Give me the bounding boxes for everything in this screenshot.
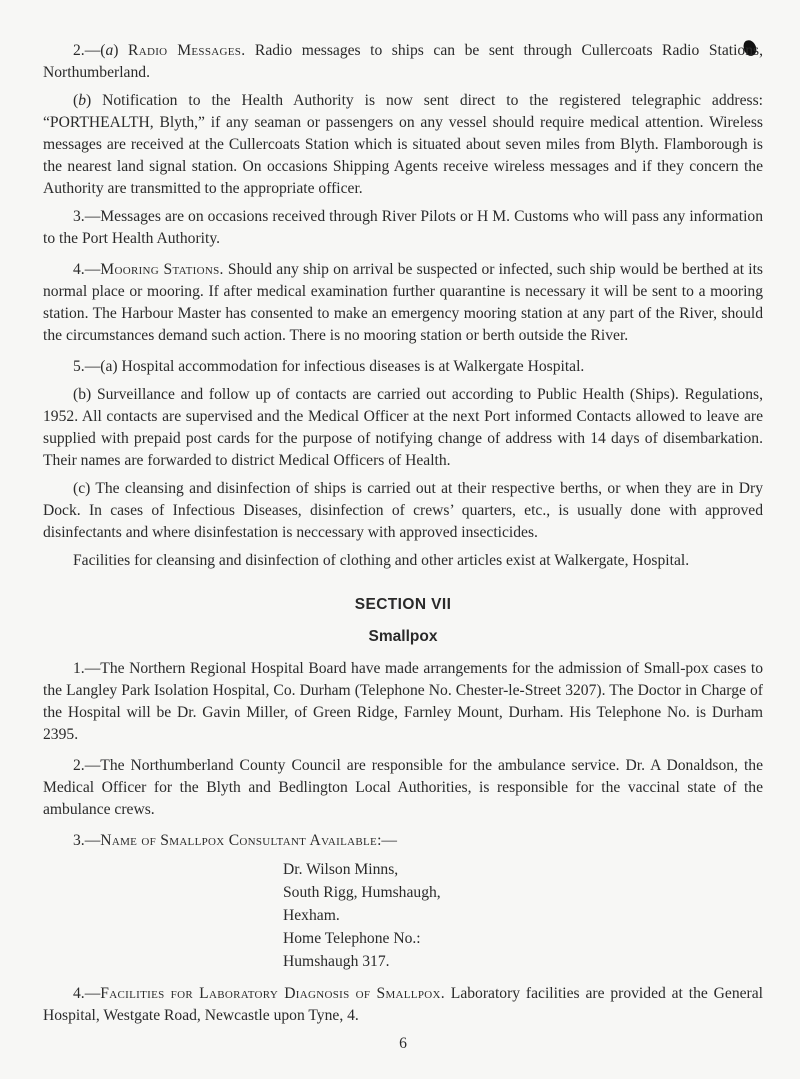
paragraph-text: Should any ship on arrival be suspected or infected, such ship would be berthed at its normal place or mooring. If after medical examination further quarantine is necessary it will be sent to a mooring station. The Harbour Master has consented to make an emergency mooring station at any part of the River, should the circumstances demand such action. There is no mooring station or berth outside the River. xyxy=(43,261,763,344)
paragraph-radio-messages xyxy=(43,40,763,84)
paragraph-heading: Radio Messages. xyxy=(128,42,246,59)
address-line: Humshaugh 317. xyxy=(283,953,390,970)
paragraph-notification xyxy=(43,90,763,200)
paragraph-text: Radio messages to ships can be sent through Cullercoats Radio Stations, Northumberland. xyxy=(43,42,763,81)
paragraph-hospital-accommodation xyxy=(43,356,763,378)
paragraph-pilots xyxy=(43,206,763,250)
punct: ) xyxy=(113,42,129,59)
punct: :— xyxy=(377,832,398,849)
section-title: SECTION VII xyxy=(354,596,452,613)
paragraph-regional-hospital xyxy=(43,658,763,746)
paragraph-heading: Name of Smallpox Consultant Available xyxy=(100,832,378,849)
section-subtitle: Smallpox xyxy=(368,628,438,645)
paragraph-text: Facilities for cleansing and disinfection of clothing and other articles exist at Walkergate, Hospital. xyxy=(73,552,690,569)
para-number: 4.— xyxy=(73,985,101,1002)
paragraph-surveillance xyxy=(43,384,763,472)
paragraph-heading: Facilities for Laboratory Diagnosis of Smallpox. xyxy=(100,985,445,1002)
paragraph-mooring-stations xyxy=(43,259,763,347)
address-line: South Rigg, Humshaugh, xyxy=(283,884,441,901)
address-line: Hexham. xyxy=(283,907,340,924)
paragraph-ambulance xyxy=(43,755,763,821)
paragraph-consultant xyxy=(43,830,763,852)
sub-letter: b xyxy=(78,92,86,109)
paragraph-text: 3.—Messages are on occasions received through River Pilots or H M. Customs who will pass any information to the Port Health Authority. xyxy=(43,208,763,247)
sub-letter: a xyxy=(105,42,114,59)
paragraph-text: Laboratory facilities are provided at the General Hospital, Westgate Road, Newcastle upon Tyne, 4. xyxy=(43,985,763,1024)
address-line: Home Telephone No.: xyxy=(283,930,421,947)
address-line: Dr. Wilson Minns, xyxy=(283,861,399,878)
paragraph-laboratory xyxy=(43,983,763,1027)
paragraph-cleansing xyxy=(43,478,763,544)
paragraph-text: 1.—The Northern Regional Hospital Board have made arrangements for the admission of Small-pox cases to the Langley Park Isolation Hospital, Co. Durham (Telephone No. Chester-le-Street 3207). The Doctor in Charge of the Hospital will be Dr. Gavin Miller, of Green Ridge, Farnley Mount, Durham. His Telephone No. is Durham 2395. xyxy=(43,660,763,743)
para-number: 2.—( xyxy=(73,42,106,59)
paragraph-text: 5.—(a) Hospital accommodation for infectious diseases is at Walkergate Hospital. xyxy=(73,358,585,375)
paragraph-text: ) Notification to the Health Authority is now sent direct to the registered telegraphic address: “PORTHEALTH, Blyth,” if any seaman or passengers on any vessel should require medical attention. Wireless messages are received at the Cullercoats Station which is situated about seven miles from Blyth. Flamborough is the nearest land signal station. On occasions Shipping Agents receive wireless messages and if they concern the Authority are transmitted to the appropriate officer. xyxy=(43,92,763,197)
para-number: 3.— xyxy=(73,832,101,849)
punct: ( xyxy=(73,92,79,109)
paragraph-text: (b) Surveillance and follow up of contacts are carried out according to Public Health (Ships). Regulations, 1952. All contacts are supervised and the Medical Officer at the next Port informed Contacts allowed to leave are supplied with prepaid post cards for the purpose of notifying change of address with 14 days of disembarkation. Their names are forwarded to district Medical Officers of Health. xyxy=(43,386,763,469)
para-number: 4.— xyxy=(73,261,101,278)
paragraph-text: (c) The cleansing and disinfection of ships is carried out at their respective berths, or when they are in Dry Dock. In cases of Infectious Diseases, disinfection of crews’ quarters, etc., is usually done with approved disinfectants and where disinfestation is neccessary with approved insecticides. xyxy=(43,480,763,541)
page-number: 6 xyxy=(399,1035,407,1052)
document-page xyxy=(43,40,763,1055)
paragraph-facilities-clothing xyxy=(43,550,763,572)
consultant-address xyxy=(283,858,763,973)
paragraph-heading: Mooring Stations. xyxy=(100,261,224,278)
paragraph-text: 2.—The Northumberland County Council are responsible for the ambulance service. Dr. A Donaldson, the Medical Officer for the Blyth and Bedlington Local Authorities, is responsible for the vaccinal state of the ambulance crews. xyxy=(43,757,763,818)
